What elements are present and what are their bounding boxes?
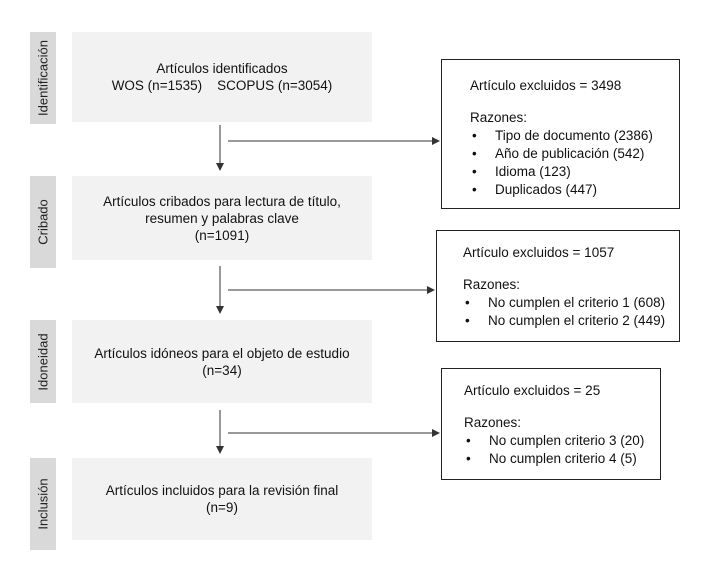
stage-line: Artículos idóneos para el objeto de estudio <box>94 345 350 361</box>
stage-tab-label: Cribado <box>35 199 51 245</box>
reason-item: • No cumplen el criterio 2 (449) <box>463 312 679 330</box>
reason-item: • Duplicados (447) <box>470 181 679 199</box>
reason-item: • Tipo de documento (2386) <box>470 127 679 145</box>
reasons-label: Razones: <box>464 415 522 430</box>
reason-item: • Año de publicación (542) <box>470 145 679 163</box>
reason-item: • No cumplen criterio 4 (5) <box>464 450 660 468</box>
stage-line: Artículos incluidos para la revisión final <box>105 483 339 498</box>
stage-tab-label: Identificación <box>35 40 51 116</box>
exclusion-title: Artículo excluidos = 3498 <box>470 78 622 93</box>
stage-line: Artículos identificados <box>156 61 288 76</box>
stage-line: Artículos cribados para lectura de título, <box>103 193 341 209</box>
exclusion-title: Artículo excluidos = 1057 <box>463 245 615 260</box>
stage-line: (n=34) <box>202 362 242 378</box>
stage-line: (n=1091) <box>194 227 250 243</box>
reason-item: • No cumplen el criterio 1 (608) <box>463 294 679 312</box>
reasons-label: Razones: <box>463 277 521 292</box>
stage-tab-label: Idoneidad <box>35 332 51 391</box>
stage-tab-label: Inclusión <box>35 478 51 530</box>
reasons-label: Razones: <box>470 110 528 125</box>
reason-item: • Idioma (123) <box>470 163 679 181</box>
stage-line: WOS (n=1535) SCOPUS (n=3054) <box>111 78 333 93</box>
exclusion-title: Artículo excluidos = 25 <box>464 383 601 398</box>
stage-line: (n=9) <box>206 500 238 515</box>
reason-item: • No cumplen criterio 3 (20) <box>464 432 660 450</box>
stage-line: resumen y palabras clave <box>145 210 299 226</box>
